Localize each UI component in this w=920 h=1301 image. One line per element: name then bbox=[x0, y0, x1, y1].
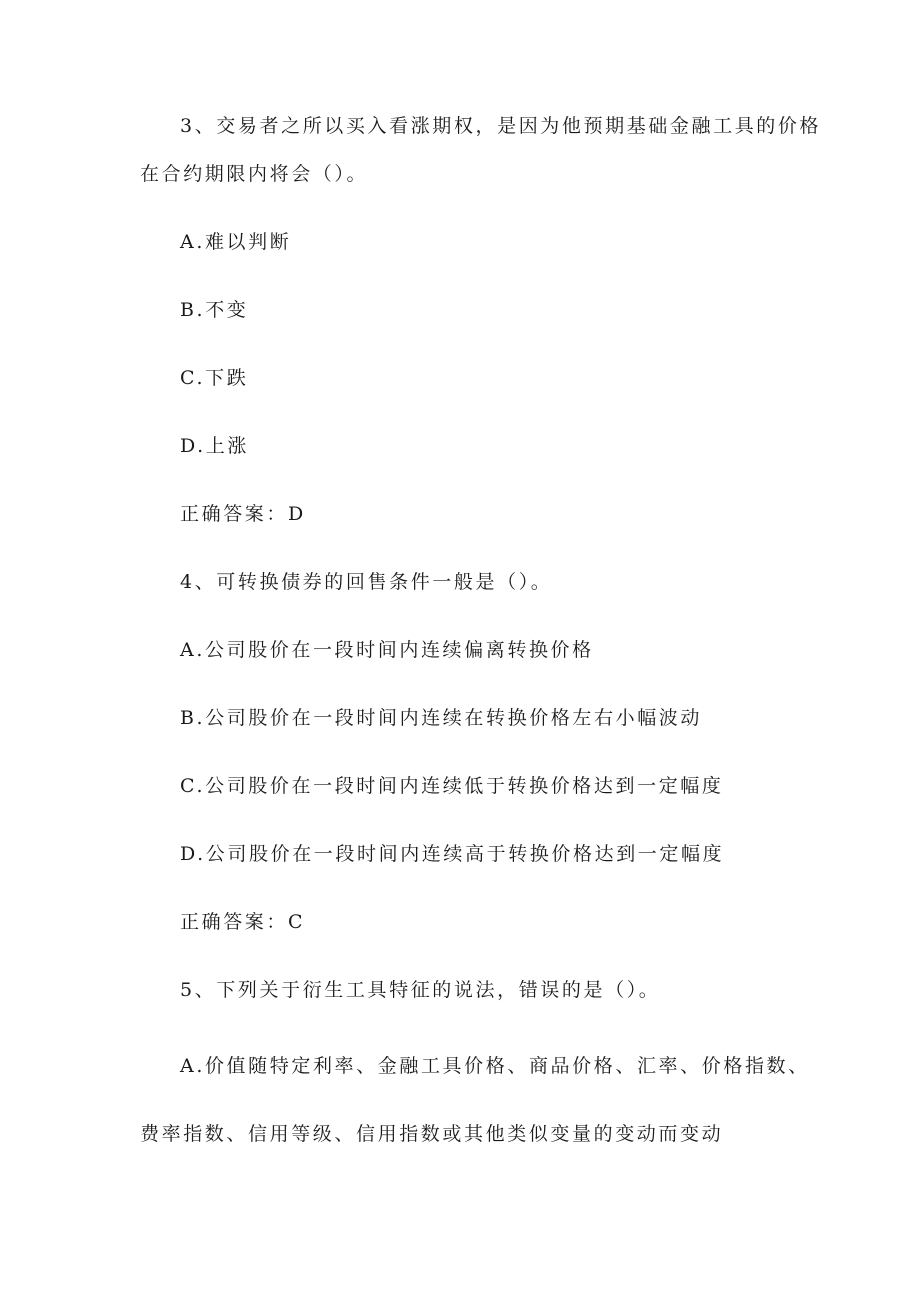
question-5-option-a-line-1: A.价值随特定利率、金融工具价格、商品价格、汇率、价格指数、 bbox=[180, 1055, 810, 1077]
question-4-option-d: D.公司股价在一段时间内连续高于转换价格达到一定幅度 bbox=[180, 843, 725, 865]
question-3-option-a: A.难以判断 bbox=[180, 231, 292, 253]
question-3-stem-line-2: 在合约期限内将会（）。 bbox=[140, 163, 369, 185]
question-3-option-d: D.上涨 bbox=[180, 435, 249, 457]
question-3-option-b: B.不变 bbox=[180, 299, 249, 321]
question-5-option-a-line-2: 费率指数、信用等级、信用指数或其他类似变量的变动而变动 bbox=[140, 1123, 724, 1145]
question-4-option-a: A.公司股价在一段时间内连续偏离转换价格 bbox=[180, 639, 594, 661]
question-4-option-b: B.公司股价在一段时间内连续在转换价格左右小幅波动 bbox=[180, 707, 703, 729]
question-3-option-c: C.下跌 bbox=[180, 367, 249, 389]
question-3-stem-line-1: 3、交易者之所以买入看涨期权，是因为他预期基础金融工具的价格 bbox=[180, 115, 822, 137]
question-5-stem-line-1: 5、下列关于衍生工具特征的说法，错误的是（）。 bbox=[180, 979, 661, 1001]
question-4-option-c: C.公司股价在一段时间内连续低于转换价格达到一定幅度 bbox=[180, 775, 724, 797]
question-3-answer: 正确答案：D bbox=[180, 503, 306, 525]
question-4-stem-line-1: 4、可转换债券的回售条件一般是（）。 bbox=[180, 571, 553, 593]
question-4-answer: 正确答案：C bbox=[180, 911, 306, 933]
